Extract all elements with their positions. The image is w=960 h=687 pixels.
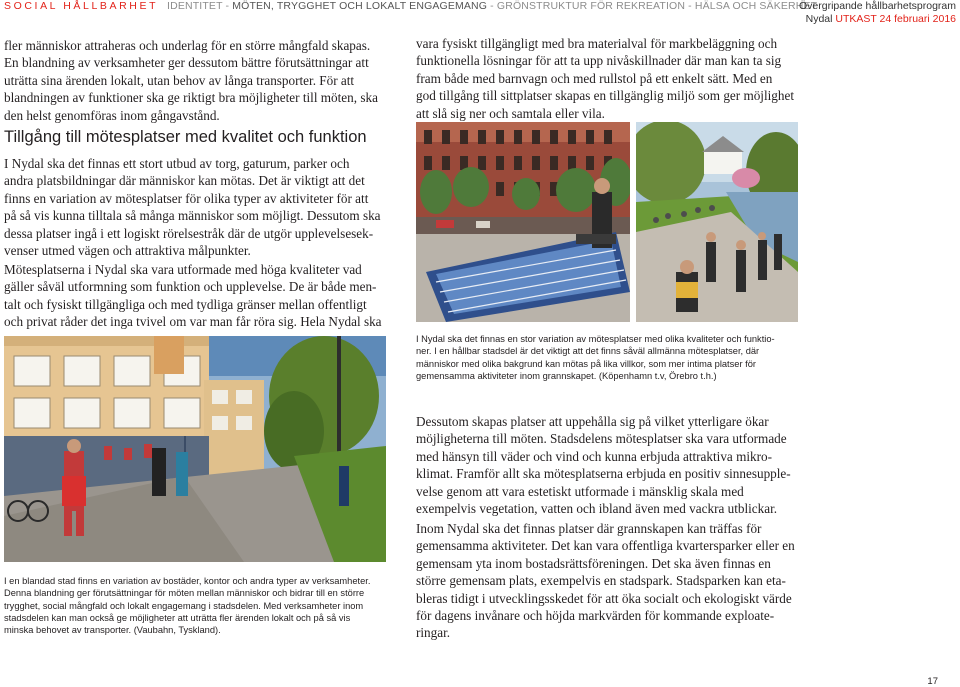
nav-other-sections: - GRÖNSTRUKTUR FÖR REKREATION - HÄLSA OCH SÄKERHET xyxy=(487,0,818,12)
text-line: möjligheterna till möten. Stadsdelens mötesplatser ska vara utformade xyxy=(416,431,787,447)
text-line: den helst genomföras inom gångavstånd. xyxy=(4,107,220,123)
text-line: god tillgång till sittplatser skapas en tillgänglig miljö som ger möjlighet xyxy=(416,88,795,104)
text-line: blandningen av funktioner ska ge riktigt bra möjligheter till möten, ska xyxy=(4,90,378,106)
text-line: dessa platser ingå i ett logiskt rörelsestråk där de utgör upplevelsesek- xyxy=(4,225,374,241)
text-line: klimat. Framför allt ska mötesplatserna erbjuda en positiv sinnesupple- xyxy=(416,466,791,482)
text-line: Inom Nydal ska det finnas platser där grannskapen kan träffas för xyxy=(416,521,762,536)
orebro-park-photo xyxy=(636,122,798,322)
text-line: venser utmed vägen och attraktiva målpunkter. xyxy=(4,243,251,259)
left-intro-paragraph xyxy=(4,37,396,124)
text-line: velse genom att vara estetiskt utformade i mänsklig skala med xyxy=(416,483,744,499)
caption-line: minska behovet av transporter. (Vaubahn, Tyskland). xyxy=(4,625,221,636)
text-line: Dessutom skapas platser att uppehålla sig på vilket ytterligare ökar xyxy=(416,414,769,429)
right-paragraph-microclimate xyxy=(416,413,808,517)
text-line: andra platsbildningar där människor kan mötas. Det är viktigt att det xyxy=(4,173,365,189)
text-line: funktionella lösningar för att ta upp nivåskillnader där man kan ta sig xyxy=(416,53,782,69)
vauban-caption xyxy=(4,575,396,636)
section-nav xyxy=(167,0,817,12)
draft-date: UTKAST 24 februari 2016 xyxy=(835,13,956,25)
section-heading: Tillgång till mötesplatser med kvalitet och funktion xyxy=(4,128,367,146)
text-line: att slå sig ner och samtala eller vila. xyxy=(416,105,605,121)
place-name: Nydal xyxy=(805,13,836,25)
text-line: uträtta sina ärenden lokalt, utan behov av långa transporter. För att xyxy=(4,72,355,88)
text-line: fler människor attraheras och underlag för en större mångfald skapas. xyxy=(4,38,371,53)
right-intro-paragraph xyxy=(416,35,808,122)
caption-line: människor med olika bakgrund kan mötas på lika villkor, som mer intima platser för xyxy=(416,358,756,369)
caption-line: Denna blandning ger förutsättningar för möten mellan människor och bidrar till en större xyxy=(4,588,365,599)
running-header xyxy=(4,0,817,12)
section-brand: SOCIAL HÅLLBARHET xyxy=(4,0,159,12)
text-line: talt och fysiskt tillgängliga och med tydliga gränser mellan offentligt xyxy=(4,296,367,312)
text-line: på så vis kunna tilltala så många människor som möjligt. Dessutom ska xyxy=(4,208,381,224)
text-line: och privat råder det inga tvivel om var man får röra sig. Hela Nydal ska xyxy=(4,314,382,330)
text-line: fram både med barnvagn och med rullstol på ett enkelt sätt. Med en xyxy=(416,70,773,86)
text-line: Mötesplatserna i Nydal ska vara utformade med höga kvaliteter vad xyxy=(4,262,362,277)
text-line: finns en variation av mötesplatser för olika typer av aktiviteter för att xyxy=(4,190,369,206)
right-paragraph-neighbourhood xyxy=(416,520,808,642)
text-line: större gemensam plats, exempelvis en stadspark. Stadsparken kan eta- xyxy=(416,573,786,589)
left-paragraph-offerings xyxy=(4,155,396,259)
draft-line xyxy=(799,13,956,26)
caption-line: ner. I en hållbar stadsdel är det viktigt att det finns såväl allmänna mötesplatser, där xyxy=(416,346,760,357)
nav-identity: IDENTITET - xyxy=(167,0,233,12)
copenhagen-square-photo xyxy=(416,122,630,322)
page-number: 17 xyxy=(927,676,938,687)
text-line: bleras tidigt i utvecklingsskedet för att öka socialt och ekologiskt värde xyxy=(416,590,792,606)
caption-line: I en blandad stad finns en variation av bostäder, kontor och andra typer av verksamheter. xyxy=(4,576,371,586)
text-line: exempelvis vegetation, vatten och ibland även med vackra utblickar. xyxy=(416,501,778,517)
text-line: En blandning av verksamheter ger dessutom bättre förutsättningar att xyxy=(4,55,369,71)
nav-active-section: MÖTEN, TRYGGHET OCH LOKALT ENGAGEMANG xyxy=(232,0,488,12)
left-paragraph-quality xyxy=(4,261,396,331)
text-line: vara fysiskt tillgängligt med bra materialval för markbeläggning och xyxy=(416,36,778,51)
caption-line: stadsdelen kan man också ge möjligheter att uträtta fler ärenden lokalt och på så vis xyxy=(4,612,351,623)
text-line: gemensamma aktiviteter. Det kan vara offentliga kvartersparker eller en xyxy=(416,538,795,554)
caption-line: gemensamma aktiviteter inom grannskapet. (Köpenhamn t.v, Örebro t.h.) xyxy=(416,370,717,381)
caption-line: trygghet, social mångfald och lokalt engagemang i stadsdelen. Med verksamheter inom xyxy=(4,600,364,611)
fountain-park-caption xyxy=(416,333,808,382)
text-line: gäller såväl utformning som funktion och upplevelse. De är både men- xyxy=(4,279,377,295)
vauban-street-photo xyxy=(4,336,386,562)
text-line: för dagens invånare och höjda markvärden för kommande exploate- xyxy=(416,608,775,624)
program-title: Övergripande hållbarhetsprogram xyxy=(798,0,956,12)
caption-line: I Nydal ska det finnas en stor variation av mötesplatser med olika kvaliteter och funktio- xyxy=(416,334,775,344)
text-line: med hänsyn till väder och vind och kunna erbjuda attraktiva mikro- xyxy=(416,448,772,464)
document-info xyxy=(799,0,956,26)
text-line: I Nydal ska det finnas ett stort utbud av torg, gaturum, parker och xyxy=(4,156,350,171)
text-line: ringar. xyxy=(416,625,451,641)
text-line: gemensam yta inom bostadsrättsföreningen. Det ska även finnas en xyxy=(416,555,771,571)
